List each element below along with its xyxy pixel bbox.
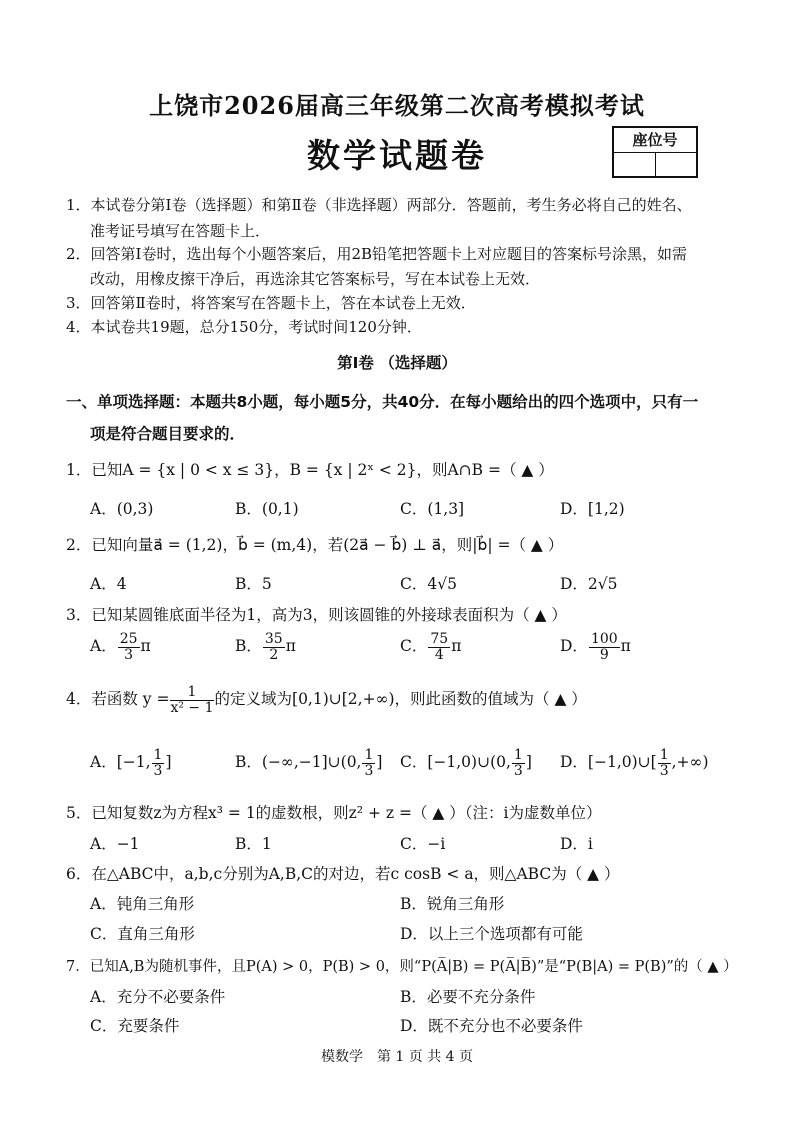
option-suffix: ] [165,753,172,772]
fraction-denominator: 3 [659,762,669,779]
question-2-option-a: A．4 [90,575,127,593]
note-4: 4．本试卷共19题，总分150分，考试时间120分钟． [66,318,422,336]
stem-prefix: 4．若函数 y = [66,690,170,709]
pi-symbol: π [620,637,631,656]
note-2-cont: 改动，用橡皮擦干净后，再选涂其它答案标号，写在本试卷上无效． [90,270,541,288]
fraction-denominator: 3 [364,762,374,779]
fraction-denominator: 4 [434,646,444,663]
fraction-numerator: 75 [430,631,449,647]
fraction-numerator: 1 [364,747,374,763]
question-1-option-a: A．(0,3) [90,500,154,518]
question-5-stem: 5．已知复数z为方程x³ = 1的虚数根，则z² + z =（ ▲ ）（注：i为虚数单位） [66,804,602,822]
option-label: B． [235,637,262,656]
seat-number-box [612,126,698,178]
fraction [658,748,671,778]
fraction-denominator: 3 [153,762,163,779]
fraction-numerator: 1 [659,747,669,763]
question-1-stem: 1．已知A = {x | 0 < x ≤ 3}，B = {x | 2ˣ < 2}，则A∩B =（ ▲ ） [66,461,554,479]
question-7-option-c: C．充要条件 [90,1017,180,1035]
fraction-numerator: 25 [119,631,138,647]
question-2-stem: 2．已知向量a⃗ = (1,2)，b⃗ = (m,4)，若(2a⃗ − b⃗) ⊥ a⃗，则|b⃗| =（ ▲ ） [66,536,564,554]
fraction-numerator: 1 [153,747,163,763]
note-3: 3．回答第Ⅱ卷时，将答案写在答题卡上，答在本试卷上无效． [66,294,476,312]
fraction [428,632,450,662]
fraction [589,632,620,662]
fraction [152,748,165,778]
question-3-option-a [90,632,151,662]
question-3-option-c [400,632,461,662]
question-2-option-b: B．5 [235,575,272,593]
question-4-option-a [90,748,172,778]
option-suffix: ,+∞) [671,753,709,772]
seat-number-label: 座位号 [614,128,696,153]
fraction-denominator: 9 [599,646,609,663]
question-1-option-d: D．[1,2) [560,500,625,518]
pi-symbol: π [285,637,296,656]
exam-title: 上饶市2026届高三年级第二次高考模拟考试 [149,91,645,120]
question-5-option-b: B．1 [235,835,272,853]
fraction [170,685,213,715]
question-5-option-c: C．−i [400,835,446,853]
question-6-option-b: B．锐角三角形 [400,895,505,913]
question-4-option-c [400,748,532,778]
option-suffix: ] [525,753,532,772]
question-6-option-c: C．直角三角形 [90,925,195,943]
question-7-option-d: D．既不充分也不必要条件 [400,1017,583,1035]
note-1-cont: 准考证号填写在答题卡上． [90,222,271,240]
fraction-denominator: 2 [269,646,279,663]
question-4-option-b [235,748,382,778]
fraction [362,748,375,778]
part1-heading-cont: 项是符合题目要求的． [90,425,246,443]
note-2: 2．回答第Ⅰ卷时，选出每个小题答案后，用2B铅笔把答题卡上对应题目的答案标号涂黑，如需 [66,245,688,263]
question-3-option-d [560,632,631,662]
fraction-denominator: 3 [513,762,523,779]
option-label: D． [560,637,588,656]
question-5-option-a: A．−1 [90,835,140,853]
question-4-option-d [560,748,709,778]
fraction-denominator: x² − 1 [170,699,214,716]
question-6-option-d: D．以上三个选项都有可能 [400,925,583,943]
part1-heading: 一、单项选择题：本题共8小题，每小题5分，共40分．在每小题给出的四个选项中，只有一 [66,393,699,411]
option-label: C． [400,637,428,656]
fraction-numerator: 1 [513,747,523,763]
pi-symbol: π [140,637,151,656]
fraction-numerator: 1 [170,685,213,701]
question-3-option-b [235,632,296,662]
option-suffix: ] [376,753,383,772]
fraction [118,632,140,662]
question-7-option-b: B．必要不充分条件 [400,988,536,1006]
question-1-option-c: C．(1,3] [400,500,465,518]
fraction-numerator: 35 [264,631,283,647]
question-6-stem: 6．在△ABC中，a,b,c分别为A,B,C的对边，若c cosB < a，则△ABC为（ ▲ ） [66,865,620,883]
page-footer: 模数学 第 1 页 共 4 页 [320,1049,474,1065]
question-7-stem: 7．已知A,B为随机事件，且P(A) > 0，P(B) > 0，则“P(A̅|B) = P(A̅|B̅)”是“P(B|A) = P(B)”的（ ▲ ） [66,959,738,975]
fraction [512,748,525,778]
option-label: A． [90,637,117,656]
option-prefix: D．[−1,0)∪[ [560,753,657,772]
question-6-option-a: A．钝角三角形 [90,895,195,913]
seat-box-divider [655,152,656,176]
section-title: 第Ⅰ卷 （选择题） [337,354,457,372]
note-1: 1．本试卷分第Ⅰ卷（选择题）和第Ⅱ卷（非选择题）两部分．答题前，考生务必将自己的姓名、 [66,196,692,214]
option-prefix: A．[−1, [90,753,151,772]
fraction-denominator: 3 [124,646,134,663]
option-prefix: C．[−1,0)∪(0, [400,753,511,772]
option-prefix: B．(−∞,−1]∪(0, [235,753,362,772]
paper-subtitle: 数学试题卷 [307,136,487,175]
stem-suffix: 的定义域为[0,1)∪[2,+∞)，则此函数的值域为（ ▲ ） [214,690,587,709]
question-3-stem: 3．已知某圆锥底面半径为1，高为3，则该圆锥的外接球表面积为（ ▲ ） [66,606,567,624]
fraction-numerator: 100 [590,631,618,647]
question-2-option-d: D．2√5 [560,575,618,593]
question-7-option-a: A．充分不必要条件 [90,988,226,1006]
question-5-option-d: D．i [560,835,593,853]
question-4-stem [66,685,587,715]
question-1-option-b: B．(0,1) [235,500,299,518]
pi-symbol: π [451,637,462,656]
fraction [263,632,285,662]
question-2-option-c: C．4√5 [400,575,457,593]
